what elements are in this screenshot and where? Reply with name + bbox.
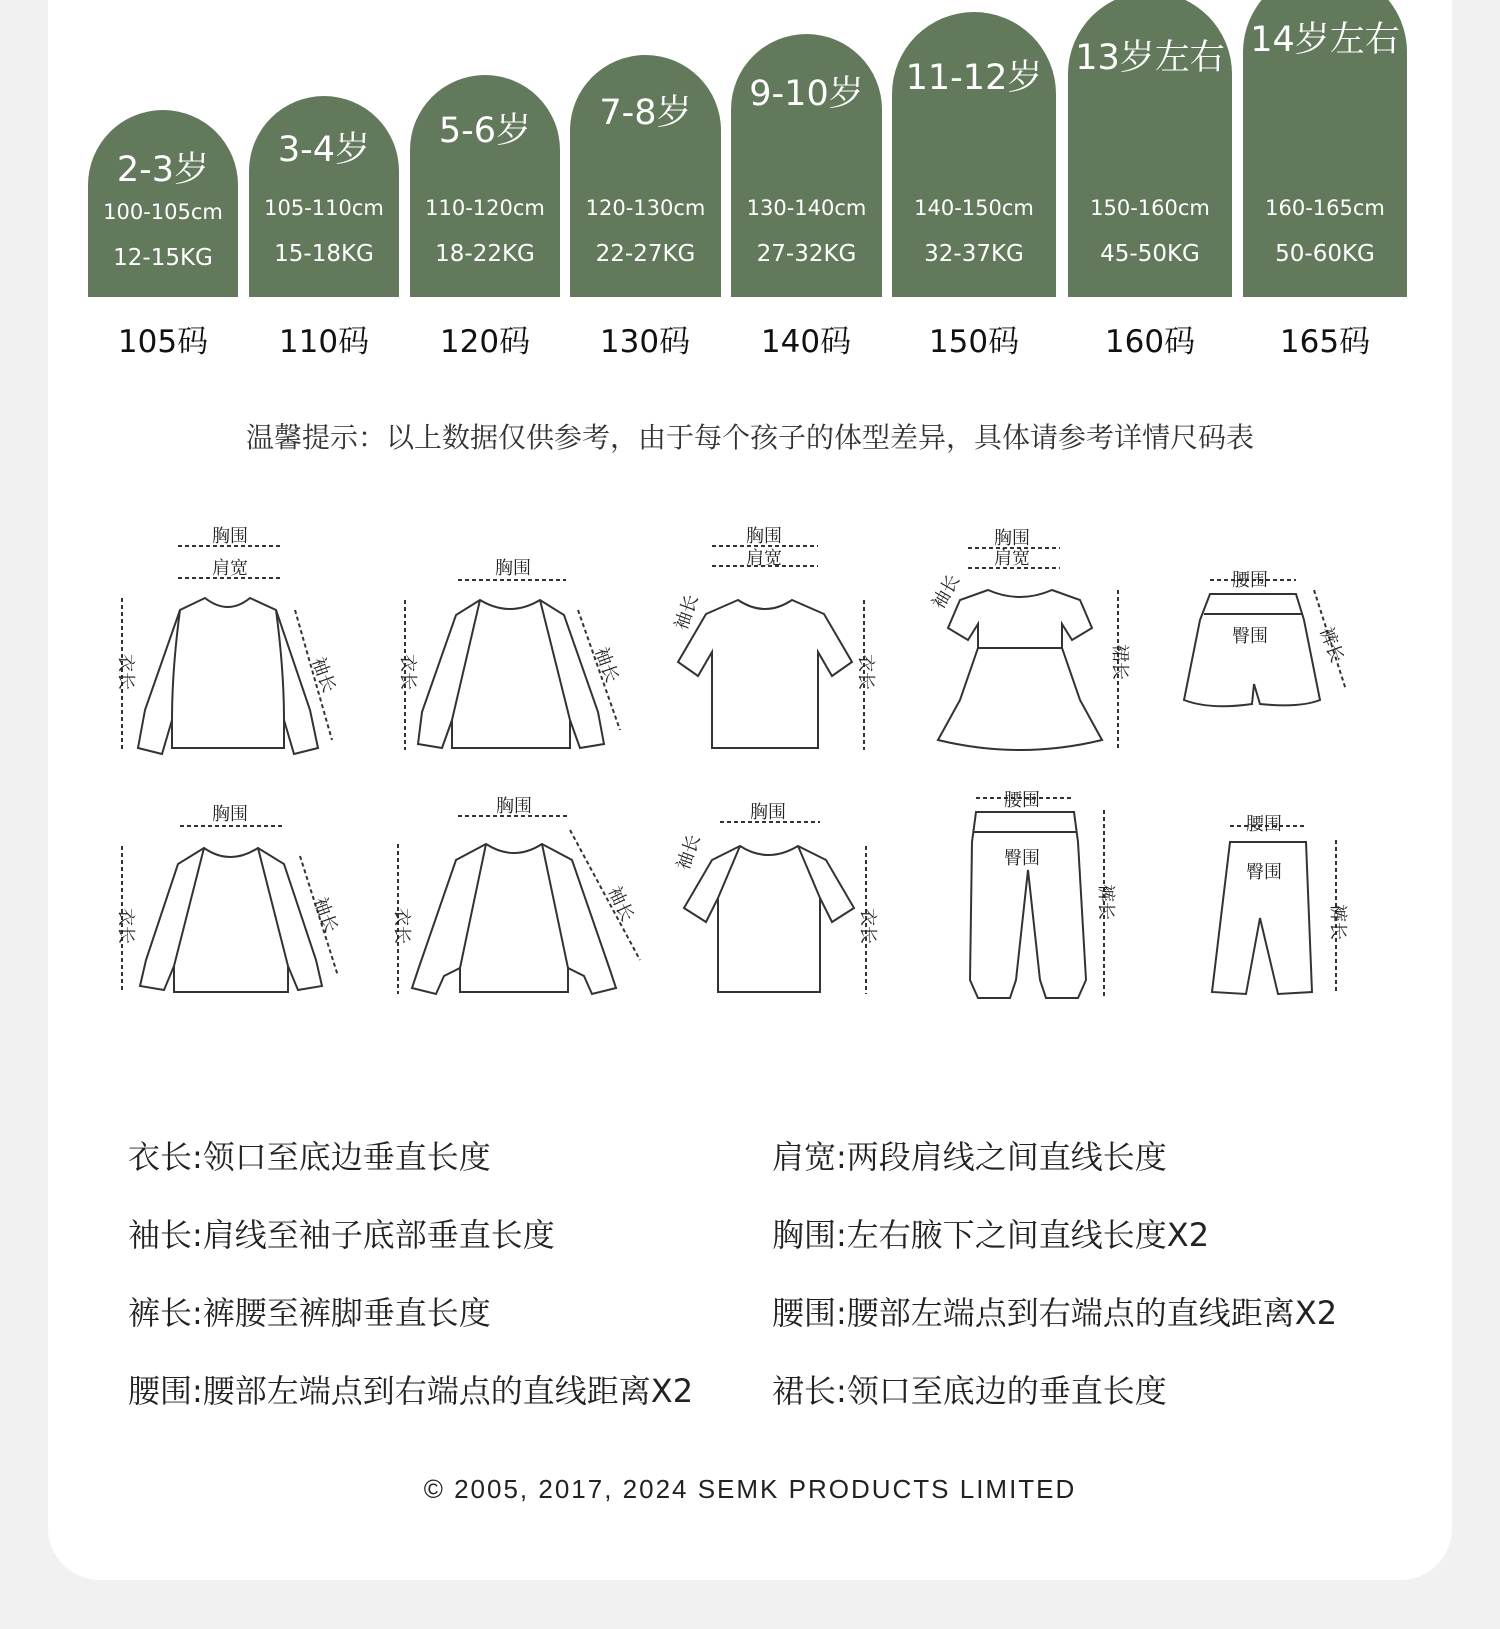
raglan-top-illustration — [397, 558, 622, 750]
size-code: 150码 — [928, 324, 1020, 360]
dress-illustration — [928, 528, 1130, 750]
height-range: 100-105cm — [103, 200, 223, 224]
pants-length-label: 裤长 — [1095, 884, 1116, 920]
sleeve-length-label: 袖长 — [672, 831, 705, 873]
size-arch — [1068, 0, 1232, 297]
waist-label: 腰围 — [1232, 570, 1268, 591]
weight-range: 18-22KG — [435, 241, 535, 267]
hip-label: 臀围 — [1232, 626, 1268, 647]
size-arch — [1243, 0, 1407, 297]
definition-sleeve-length: 袖长:肩线至袖子底部垂直长度 — [128, 1216, 555, 1254]
size-arch — [892, 12, 1056, 297]
size-arch — [570, 55, 721, 297]
shoulder-label: 肩宽 — [746, 548, 782, 569]
height-range: 140-150cm — [914, 196, 1034, 220]
hip-label: 臀围 — [1246, 862, 1282, 883]
sleeve-length-label: 袖长 — [670, 591, 703, 633]
skirt-length-label: 裙长 — [1109, 644, 1130, 680]
sleeve-length-label: 袖长 — [928, 571, 965, 613]
height-range: 105-110cm — [264, 196, 384, 220]
body-length-label: 衣长 — [397, 654, 418, 690]
measurement-illustrations — [100, 520, 1400, 1050]
cuffed-sweatshirt-illustration — [391, 796, 640, 994]
height-range: 120-130cm — [585, 196, 706, 220]
size-code: 105码 — [117, 324, 209, 360]
size-code: 160码 — [1104, 324, 1196, 360]
chest-label: 胸围 — [495, 558, 531, 579]
chest-label: 胸围 — [212, 526, 248, 547]
age-label: 2-3岁 — [116, 150, 210, 190]
age-label: 9-10岁 — [749, 74, 864, 114]
definition-skirt-length: 裙长:领口至底边的垂直长度 — [772, 1372, 1167, 1410]
size-code: 140码 — [760, 324, 852, 360]
weight-range: 27-32KG — [756, 241, 857, 267]
age-label: 3-4岁 — [277, 130, 371, 170]
size-code: 110码 — [278, 324, 370, 360]
definition-body-length: 衣长:领口至底边垂直长度 — [128, 1138, 491, 1176]
definition-shoulder-width: 肩宽:两段肩线之间直线长度 — [772, 1138, 1167, 1176]
definition-chest: 胸围:左右腋下之间直线长度X2 — [772, 1216, 1210, 1254]
long-sleeve-top-illustration — [115, 526, 339, 754]
age-label: 7-8岁 — [599, 93, 692, 133]
sleeve-length-label: 袖长 — [309, 894, 342, 936]
leggings-illustration — [1212, 814, 1348, 994]
hip-label: 臀围 — [1004, 848, 1040, 869]
size-arch — [731, 34, 882, 297]
age-label: 13岁左右 — [1075, 38, 1225, 78]
waist-label: 腰围 — [1246, 814, 1282, 835]
tshirt-illustration — [671, 526, 876, 750]
age-label: 5-6岁 — [438, 111, 532, 151]
size-code: 165码 — [1279, 324, 1371, 360]
pants-length-label: 裤长 — [1327, 904, 1348, 940]
raglan-sweatshirt-illustration — [115, 804, 341, 992]
size-arch — [88, 110, 238, 297]
age-label: 11-12岁 — [905, 58, 1043, 98]
size-arch — [249, 96, 399, 297]
body-length-label: 衣长 — [115, 654, 136, 690]
sleeve-length-label: 袖长 — [590, 644, 623, 686]
chest-label: 胸围 — [746, 526, 782, 547]
definition-pants-length: 裤长:裤腰至裤脚垂直长度 — [128, 1294, 491, 1332]
chest-label: 胸围 — [212, 804, 248, 825]
height-range: 150-160cm — [1090, 196, 1210, 220]
long-pants-illustration — [970, 790, 1116, 998]
body-length-label: 衣长 — [857, 908, 878, 944]
weight-range: 32-37KG — [924, 241, 1024, 267]
body-length-label: 衣长 — [115, 908, 136, 944]
raglan-tshirt-illustration — [673, 802, 878, 994]
size-arch — [410, 75, 560, 297]
chest-label: 胸围 — [994, 528, 1030, 549]
sleeve-length-label: 袖长 — [307, 654, 340, 696]
weight-range: 22-27KG — [595, 241, 696, 267]
body-length-label: 衣长 — [391, 908, 412, 944]
chest-label: 胸围 — [496, 796, 532, 817]
shoulder-label: 肩宽 — [994, 548, 1030, 569]
copyright-notice: © 2005, 2017, 2024 SEMK PRODUCTS LIMITED — [423, 1474, 1077, 1504]
waist-label: 腰围 — [1004, 790, 1040, 811]
definition-waist: 腰围:腰部左端点到右端点的直线距离X2 — [128, 1372, 694, 1410]
weight-range: 12-15KG — [113, 245, 213, 271]
size-code: 130码 — [599, 324, 691, 360]
body-length-label: 衣长 — [855, 654, 876, 690]
weight-range: 45-50KG — [1100, 241, 1200, 267]
age-label: 14岁左右 — [1250, 20, 1400, 60]
size-tip: 温馨提示：以上数据仅供参考，由于每个孩子的体型差异，具体请参考详情尺码表 — [245, 421, 1254, 454]
height-range: 130-140cm — [746, 196, 867, 220]
chest-label: 胸围 — [750, 802, 786, 823]
shorts-illustration — [1184, 570, 1347, 706]
shoulder-label: 肩宽 — [212, 558, 248, 579]
height-range: 160-165cm — [1265, 196, 1385, 220]
height-range: 110-120cm — [425, 196, 545, 220]
size-code: 120码 — [439, 324, 531, 360]
weight-range: 50-60KG — [1275, 241, 1375, 267]
weight-range: 15-18KG — [274, 241, 374, 267]
definition-waist: 腰围:腰部左端点到右端点的直线距离X2 — [772, 1294, 1338, 1332]
pants-length-label: 裤长 — [1315, 624, 1348, 666]
sleeve-length-label: 袖长 — [603, 883, 638, 925]
